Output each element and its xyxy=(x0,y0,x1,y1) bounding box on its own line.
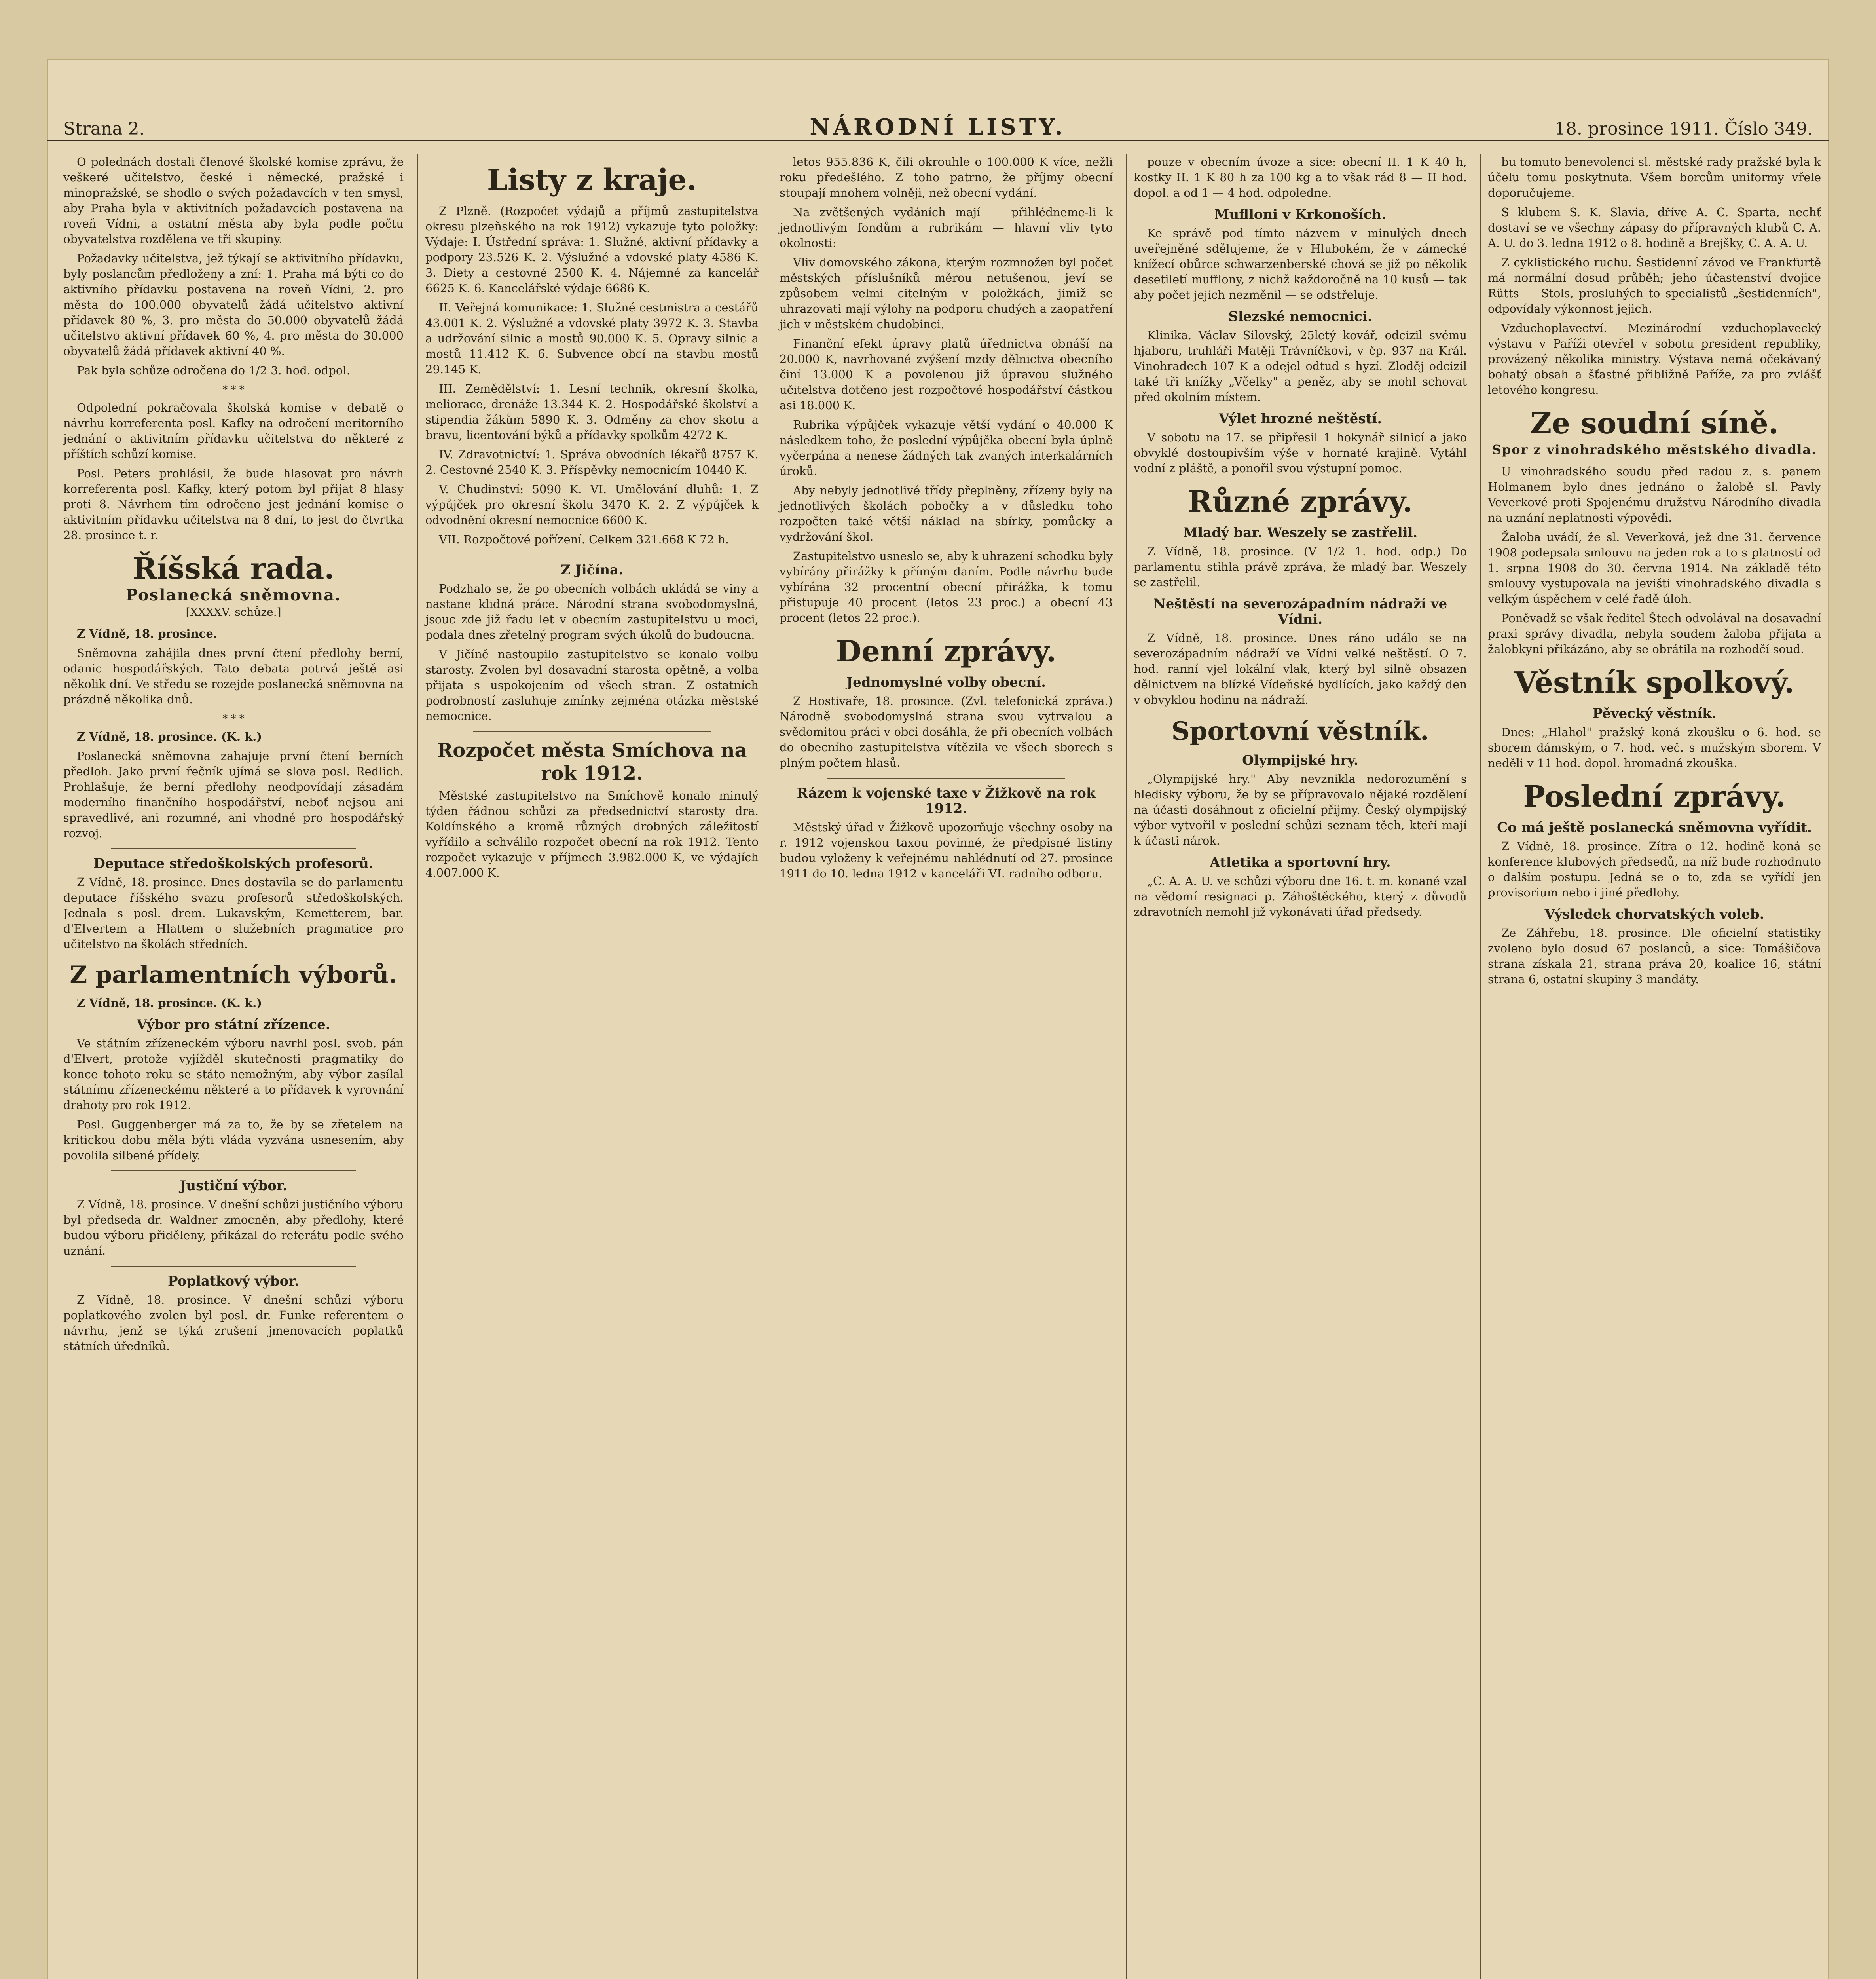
paragraph: Vzduchoplavectví. Mezinárodní vzduchoplavecký výstavu v Paříži otevřel v sobotu president republiky, provázený několika ministry. Výstava nemá očekávaný bohatý obsah a šťastné přibližně Paříže, za pro zvlášť letového kongresu. xyxy=(1488,321,1821,397)
paragraph: Z Vídně, 18. prosince. V dnešní schůzi justičního výboru byl předseda dr. Waldner zmocněn, aby předlohy, které budou výboru přiděleny, přikázal do referátu podle svého uznání. xyxy=(63,1198,404,1257)
divider xyxy=(111,1266,356,1267)
column-2 xyxy=(417,154,759,1979)
paragraph: O polednách dostali členové školské komise zprávu, že veškeré učitelstvo, české i německé, pražské i minopražské, se shodlo o svých požadavcích v ten smysl, aby Praha byla v aktivitních požadavcích postavena na roveň Vídni, a ostatní města aby byla podle počtu obyvatelstva rozdělena ve tři skupiny. xyxy=(63,155,404,246)
section-title: Listy z kraje. xyxy=(487,163,697,197)
paragraph: Pak byla schůze odročena do 1/2 3. hod. odpol. xyxy=(77,364,350,377)
column-1 xyxy=(63,154,404,1979)
section-subtitle: Poslanecká sněmovna. xyxy=(126,586,341,604)
paragraph: Klinika. Václav Silovský, 25letý kovář, odcizil svému hjaboru, truhláři Matěji Trávníčkovi, v čp. 937 na Král. Vinohradech 107 K a odejel odtud s hyzí. Zloděj odcizil také tři knížky „Včelky" a peněz, aby se mohl schovat před okolním místem. xyxy=(1134,329,1467,404)
separator: * * * xyxy=(222,384,245,396)
paragraph: Ke správě pod tímto názvem v minulých dnech uveřejněné sdělujeme, že v Hlubokém, že v zámecké knížecí obůrce schwarzenberské chová se již po několik desetiletí mufflony, z nichž každoročně na 10 kusů — tak aby počet jejich nezměnil — se odstřeluje. xyxy=(1134,226,1467,302)
dateline: Z Vídně, 18. prosince. xyxy=(77,627,217,640)
article-title: Slezské nemocnici. xyxy=(1228,309,1372,325)
paragraph: Z Vídně, 18. prosince. Dnes dostavila se do parlamentu deputace říšského svazu profesorů středoškolských. Jednala s posl. drem. Lukavským, Kemetterem, bar. d'Elvertem a Hlattem o služebních pragmatice pro učitelstvo na školách středních. xyxy=(63,876,404,951)
section-header xyxy=(1134,716,1467,746)
article-title: Výlet hrozné neštěstí. xyxy=(1218,411,1382,427)
section-subtitle: Spor z vinohradského městského divadla. xyxy=(1492,442,1817,457)
issue-date: 18. prosince 1911. Číslo 349. xyxy=(1554,119,1813,139)
paragraph: Požadavky učitelstva, jež týkají se aktivitního přídavku, byly poslancům předloženy a zní: 1. Praha má býti co do aktivního přídavku postavena na roveň Vídni, 2. pro města do 100.000 obyvatelů žádá učitelstvo aktivní přídavek 80 %, 3. pro města do 50.000 obyvatelů žádá učitelstvo aktivní přídavek 60 %, 4. pro města do 30.000 obyvatelů žádá přídavek aktivní 40 %. xyxy=(63,252,404,358)
dateline: Z Vídně, 18. prosince. (K. k.) xyxy=(77,996,262,1010)
paragraph: Z Plzně. (Rozpočet výdajů a příjmů zastupitelstva okresu plzeňského na rok 1912) vykazuje tyto položky: Výdaje: I. Ústřední správa: 1. Služné, aktivní přídavky a podpory 23.526 K. 2. Výslužné a vdovské platy 4586 K. 3. Diety a cestovné 2500 K. 4. Nájemné za kancelář 6625 K. 6. Kancelářské výdaje 6686 K. xyxy=(425,204,759,295)
paragraph: Finanční efekt úpravy platů úřednictva obnáší na 20.000 K, navrhované zvýšení mzdy dělnictva obecního činí 13.000 K a povolenou již úpravou služného učitelstva dotčeno jest rozpočtové hospodářství částkou asi 18.000 K. xyxy=(780,337,1113,412)
paragraph: Městský úřad v Žižkově upozorňuje všechny osoby na r. 1912 vojenskou taxou povinné, že předpisné listiny budou vyloženy k veřejnému nahlédnutí od 27. prosince 1911 do 10. ledna 1912 v kanceláři VI. radního odboru. xyxy=(780,820,1113,880)
paragraph: „C. A. A. U. ve schůzi výboru dne 16. t. m. konané vzal na vědomí resignaci p. Záhoštěckého, který z důvodů zdravotních nemohl již vykonávati úřad předsedy. xyxy=(1134,874,1467,919)
article-title: Muflloni v Krkonoších. xyxy=(1214,207,1387,222)
paragraph: Poněvadž se však ředitel Štech odvolával na dosavadní praxi správy divadla, nebyla soudem žaloba přijata a žalobkyni přikázáno, aby se obrátila na rozhodčí soud. xyxy=(1488,612,1821,656)
newspaper-title: NÁRODNÍ LISTY. xyxy=(810,114,1066,140)
paragraph: Z cyklistického ruchu. Šestidenní závod ve Frankfurtě má normální dosud průběh; jeho účastenství dvojice Rütts — Stols, prosluhých to specialistů „šestidenních", odpovídaly výkonnost jejich. xyxy=(1488,256,1821,315)
section-header xyxy=(1488,780,1821,814)
paragraph: Podzhalo se, že po obecních volbách ukládá se viny a nastane klidná práce. Národní strana svobodomyslná, jsouc zde již řadu let v obecním zastupitelstvu u moci, podala dnes zřetelný program svých úkolů do budoucna. xyxy=(425,582,759,642)
article-title: Mladý bar. Weszely se zastřelil. xyxy=(1183,525,1418,541)
article-title: Poplatkový výbor. xyxy=(168,1273,299,1289)
paragraph: II. Veřejná komunikace: 1. Služné cestmistra a cestářů 43.001 K. 2. Výslužné a vdovské platy 3972 K. 3. Stavba a udržování silnic a mostů 90.000 K. 5. Opravy silnic a mostů 11.412 K. 6. Subvence obcí na stavbu mostů 29.145 K. xyxy=(425,301,759,376)
article-title: Pěvecký věstník. xyxy=(1592,706,1717,722)
article-title: Výsledek chorvatských voleb. xyxy=(1544,906,1764,922)
section-header xyxy=(1488,666,1821,700)
paragraph: Z Vídně, 18. prosince. Zítra o 12. hodině koná se konference klubových předsedů, na níž bude rozhodnuto o dalším postupu. Jedná se o to, zda se vyřídí jen provisorium nebo i jiné předlohy. xyxy=(1488,839,1821,899)
paragraph: Na zvětšených vydáních mají — přihlédneme-li k jednotlivým fondům a rubrikám — hlavní vliv tyto okolnosti: xyxy=(780,205,1113,250)
section-title: Říšská rada. xyxy=(132,552,335,586)
paragraph: Vliv domovského zákona, kterým rozmnožen byl počet městských příslušníků měrou netušenou, jeví se způsobem velmi citelným v položkách, jimiž se uhrazovati mají výlohy na podporu chudých a zaopatření jich v městském chudobinci. xyxy=(780,256,1113,331)
section-meta: [XXXXV. schůze.] xyxy=(186,606,281,619)
section-title: Poslední zprávy. xyxy=(1523,780,1786,814)
paragraph: Ve státním zřízeneckém výboru navrhl posl. svob. pán d'Elvert, protože vyjížděl skutečnosti pragmatiky do konce tohoto roku se státo nemožným, aby výbor zasílal státnímu zřízeneckému některé a to přídavek k vyrovnání drahoty pro rok 1912. xyxy=(63,1037,404,1112)
paragraph: V. Chudinství: 5090 K. VI. Umělování dluhů: 1. Z výpůjček pro okresní školu 3470 K. 2. Z výpůjček k odvodnění okresní nemocnice 6600 K. xyxy=(425,482,759,527)
paragraph: S klubem S. K. Slavia, dříve A. C. Sparta, nechť dostaví se ve všechny zápasy do přípravných klubů C. A. A. U. do 3. ledna 1912 o 8. hodině a Brejšky, C. A. A. U. xyxy=(1488,205,1821,250)
paragraph: Z Vídně, 18. prosince. (V 1/2 1. hod. odp.) Do parlamentu stihla právě zpráva, že mladý bar. Weszely se zastřelil. xyxy=(1134,545,1467,589)
paragraph: Dnes: „Hlahol" pražský koná zkoušku o 6. hod. se sborem dámským, o 7. hod. več. s mužským sborem. V neděli v 11 hod. dopol. hromadná zkouška. xyxy=(1488,726,1821,770)
paragraph: Odpolední pokračovala školská komise v debatě o návrhu korreferenta posl. Kafky na odročení meritorního jednání o aktivitním přídavku učitelstva do některé z příštích schůzí komise. xyxy=(63,401,404,461)
section-header xyxy=(63,961,404,989)
section-title: Různé zprávy. xyxy=(1188,485,1413,519)
divider xyxy=(827,778,1065,779)
paragraph: Zastupitelstvo usneslo se, aby k uhrazení schodku byly vybírány přirážky k přímým daním. Podle návrhu bude vybírána 32 procentní obecní přirážka, k tomu přistupuje 40 procent (letos 23 proc.) a obecní 43 procent (letos 22 proc.). xyxy=(780,549,1113,625)
page-number: Strana 2. xyxy=(63,119,145,139)
paragraph: Posl. Guggenberger má za to, že by se zřetelem na kritickou dobu měla býti vláda vyzvána usnesením, aby povolila silbené přídely. xyxy=(63,1118,404,1162)
paragraph: pouze v obecním úvoze a sice: obecní II. 1 K 40 h, kostky II. 1 K 80 h za 100 kg a to však rád 8 — II hod. dopol. a od 1 — 4 hod. odpoledne. xyxy=(1134,155,1467,199)
article-title: Rozpočet města Smíchova na rok 1912. xyxy=(437,739,747,784)
article-title: Deputace středoškolských profesorů. xyxy=(93,856,374,872)
newspaper-page xyxy=(47,59,1829,1979)
paragraph: Městské zastupitelstvo na Smíchově konalo minulý týden řádnou schůzi za předsednictví starosty dra. Koldínského a kromě různých drobných záležitostí vyřídilo a schválilo rozpočet obecní na rok 1912. Tento rozpočet vykazuje v příjmech 3.982.000 K, ve výdajích 4.007.000 K. xyxy=(425,789,759,879)
article-title: Výbor pro státní zřízence. xyxy=(137,1017,330,1033)
paragraph: IV. Zdravotnictví: 1. Správa obvodních lékařů 8757 K. 2. Cestovné 2540 K. 3. Příspěvky nemocnicím 10440 K. xyxy=(425,448,759,477)
paragraph: Z Vídně, 18. prosince. V dnešní schůzi výboru poplatkového zvolen byl posl. dr. Funke referentem o návrhu, jenž se týká zrušení jmenovacích poplatků státních úředníků. xyxy=(63,1293,404,1353)
paragraph: U vinohradského soudu před radou z. s. panem Holmanem bylo dnes jednáno o žalobě sl. Pavly Veverkové proti Spojenému družstvu Národního divadla na uznání neplatnosti výpovědi. xyxy=(1488,465,1821,524)
paragraph: Z Hostivaře, 18. prosince. (Zvl. telefonická zpráva.) Národně svobodomyslná strana svou vytrvalou a svědomitou práci v obci dosáhla, že při obecních volbách do obecního zastupitelstva vítězila ve všech sborech s plným počtem hlasů. xyxy=(780,694,1113,769)
paragraph: Aby nebyly jednotlivé třídy přeplněny, zřízeny byly na jednotlivých školách pobočky a v důsledku toho rozpočten také větší náklad na sbírky, pomůcky a vydržování škol. xyxy=(780,484,1113,543)
section-header xyxy=(1134,485,1467,519)
paragraph: letos 955.836 K, čili okrouhle o 100.000 K více, nežli roku předešlého. Z toho patrno, že příjmy obecní stoupají mnohem volněji, než obecní vydání. xyxy=(780,155,1113,199)
section-header xyxy=(1488,406,1821,458)
section-title: Ze soudní síně. xyxy=(1530,406,1779,441)
paragraph: V sobotu na 17. se připřesil 1 hokynář silnicí a jako obvyklé dostoupivším výše v hornaté krajině. Vytáhl vodní z pláště, a ponořil svou výstupní pomoc. xyxy=(1134,431,1467,475)
divider xyxy=(111,848,356,849)
section-title: Věstník spolkový. xyxy=(1514,666,1794,700)
paragraph: Poslanecká sněmovna zahajuje první čtení berních předloh. Jako první řečník ujímá se slova posl. Redlich. Prohlašuje, že berní předlohy neodpovídají zásadám moderního finančního hospodářství, neboť nejsou ani spravedlivé, ani rozumné, ani vhodné pro hospodářský rozvoj. xyxy=(63,749,404,840)
article-title: Rázem k vojenské taxe v Žižkově na rok 1912. xyxy=(797,785,1096,817)
section-title: Denní zprávy. xyxy=(836,634,1057,669)
paragraph: VII. Rozpočtové pořízení. Celkem 321.668 K 72 h. xyxy=(439,533,729,546)
article-title: Olympijské hry. xyxy=(1242,752,1358,768)
masthead xyxy=(47,59,1829,141)
article-title: Z Jičína. xyxy=(561,562,623,578)
divider xyxy=(473,731,711,732)
paragraph: V Jičíně nastoupilo zastupitelstvo se konalo volbu starosty. Zvolen byl dosavadní starosta opětně, a volba přijata s uspokojením od všech stran. Z ostatních podrobností zasluhuje zmínky zejména otázka městské nemocnice. xyxy=(425,648,759,723)
article-title: Co má ještě poslanecká sněmovna vyřídit. xyxy=(1497,820,1812,836)
section-header xyxy=(425,163,759,197)
paragraph: bu tomuto benevolenci sl. městské rady pražské byla k účelu tomu poskytnuta. Všem borcům uniformy vřele doporučujeme. xyxy=(1488,155,1821,199)
paragraph: Žaloba uvádí, že sl. Veverková, jež dne 31. července 1908 podepsala smlouvu na jeden rok a to s platností od 1. srpna 1908 do 30. června 1914. Na základě této smlouvy vystupovala na jevišti vinohradského divadla s velkým úspěchem v celé řadě úloh. xyxy=(1488,530,1821,606)
article-title: Justiční výbor. xyxy=(180,1178,287,1194)
section-title: Z parlamentních výborů. xyxy=(70,961,397,989)
paragraph: Ze Záhřebu, 18. prosince. Dle oficielní statistiky zvoleno bylo dosud 67 poslanců, a sice: Tomášičova strana získala 21, strana práva 20, koalice 16, státní strana 6, ostatní skupiny 3 mandáty. xyxy=(1488,926,1821,986)
separator: * * * xyxy=(222,713,245,725)
column-5 xyxy=(1480,154,1821,1979)
paragraph: Rubrika výpůjček vykazuje větší vydání o 40.000 K následkem toho, že poslední výpůjčka obecní byla úplně vyčerpána a nenese žádných tak zvaných interkalárních úroků. xyxy=(780,418,1113,478)
paragraph: III. Zemědělství: 1. Lesní technik, okresní školka, meliorace, drenáže 13.344 K. 2. Hospodářské školství a stipendia žákům 5890 K. 3. Odměny za chov skotu a bravu, licentování býků a přídavky spolkům 4272 K. xyxy=(425,382,759,442)
dateline: Z Vídně, 18. prosince. (K. k.) xyxy=(77,730,262,743)
divider xyxy=(111,1170,356,1171)
paragraph: Posl. Peters prohlásil, že bude hlasovat pro návrh korreferenta posl. Kafky, který potom byl přijat 8 hlasy proti 8. Návrhem tím odročeno jest jednání komise o aktivitním přídavku učitelstva na 8 dní, to jest do čtvrtka 28. prosince t. r. xyxy=(63,467,404,542)
column-3 xyxy=(772,154,1113,1979)
section-header xyxy=(63,552,404,620)
paragraph: Z Vídně, 18. prosince. Dnes ráno událo se na severozápadním nádraží ve Vídni velké neštěstí. O 7. hod. ranní vjel lokální vlak, který byl silně obsazen dělnictvem na blízké Vídeňské bydlících, jako každý den v obvyklou hodinu na nádraží. xyxy=(1134,631,1467,707)
paragraph: Sněmovna zahájila dnes první čtení předlohy berní, odanic hospodářských. Tato debata potrvá ještě asi několik dní. Ve středu se rozejde poslanecká sněmovna na prázdně několika dnů. xyxy=(63,646,404,706)
column-4 xyxy=(1126,154,1467,1979)
article-title: Neštěstí na severozápadním nádraží ve Vídni. xyxy=(1153,596,1447,627)
paragraph: „Olympijské hry." Aby nevznikla nedorozumění s hledisky výboru, že by se přípravovalo nějaké rozdělení na účasti dosáhnout z oficielní přijmy. Český olympijský výbor vytvořil v poslední schůzi seznam těch, kteří mají k účasti nárok. xyxy=(1134,772,1467,847)
section-header xyxy=(780,634,1113,669)
section-title: Sportovní věstník. xyxy=(1171,716,1429,746)
article-title: Atletika a sportovní hry. xyxy=(1210,855,1391,870)
article-title: Jednomyslné volby obecní. xyxy=(846,674,1046,690)
